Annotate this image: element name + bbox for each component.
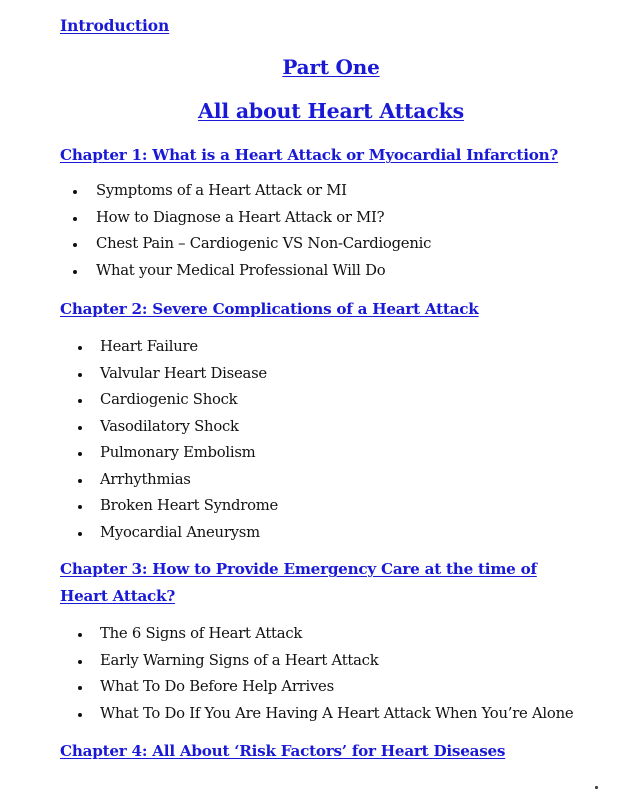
bullet-icon	[78, 399, 82, 403]
list-item-text: What To Do If You Are Having A Heart Attack When You’re Alone	[100, 704, 574, 722]
toc-link-introduction[interactable]: Introduction	[60, 16, 170, 35]
bullet-icon	[78, 532, 82, 536]
bullet-icon	[73, 243, 77, 247]
bullet-icon	[78, 373, 82, 377]
bullet-icon	[78, 505, 82, 509]
chapter-2-heading	[60, 296, 580, 323]
bullet-icon	[78, 686, 82, 690]
bullet-icon	[78, 452, 82, 456]
bullet-icon	[78, 346, 82, 350]
chapter-4-heading	[60, 738, 580, 765]
list-item-text: Heart Failure	[100, 338, 198, 355]
bullet-icon	[73, 217, 77, 221]
page-corner-mark	[595, 786, 598, 789]
list-item-text: What your Medical Professional Will Do	[96, 261, 386, 279]
list-item-text: The 6 Signs of Heart Attack	[100, 625, 303, 642]
bullet-icon	[78, 633, 82, 637]
list-item-text: Pulmonary Embolism	[100, 444, 256, 461]
bullet-icon	[78, 426, 82, 430]
bullet-icon	[78, 660, 82, 664]
list-item-text: Arrhythmias	[100, 470, 191, 488]
bullet-icon	[78, 479, 82, 483]
list-item-text: What To Do Before Help Arrives	[100, 678, 334, 695]
list-item-text: Early Warning Signs of a Heart Attack	[100, 651, 379, 669]
bullet-icon	[73, 270, 77, 274]
list-item-text: Symptoms of a Heart Attack or MI	[96, 182, 347, 199]
list-item-text: Myocardial Aneurysm	[100, 523, 260, 541]
list-item-text: How to Diagnose a Heart Attack or MI?	[96, 208, 385, 226]
part-heading	[0, 55, 632, 79]
toc-link-part-one[interactable]: Part One	[282, 55, 380, 79]
toc-link-chapter-2[interactable]: Chapter 2: Severe Complications of a Heart Attack	[60, 300, 479, 318]
toc-link-chapter-4[interactable]: Chapter 4: All About ‘Risk Factors’ for Heart Diseases	[60, 742, 506, 760]
chapter-1-heading	[60, 142, 580, 169]
toc-link-part-subtitle[interactable]: All about Heart Attacks	[198, 99, 464, 123]
toc-link-chapter-3[interactable]: Chapter 3: How to Provide Emergency Care at the time of Heart Attack?	[60, 560, 537, 605]
list-item-text: Vasodilatory Shock	[100, 417, 239, 435]
part-subheading	[0, 99, 632, 123]
list-item-text: Broken Heart Syndrome	[100, 497, 279, 514]
bullet-icon	[73, 190, 77, 194]
list-item-text: Valvular Heart Disease	[100, 364, 267, 382]
toc-link-chapter-1[interactable]: Chapter 1: What is a Heart Attack or Myocardial Infarction?	[60, 146, 559, 164]
bullet-icon	[78, 713, 82, 717]
list-item-text: Cardiogenic Shock	[100, 391, 238, 408]
list-item-text: Chest Pain – Cardiogenic VS Non-Cardiogenic	[96, 235, 432, 252]
chapter-3-heading	[60, 556, 580, 610]
